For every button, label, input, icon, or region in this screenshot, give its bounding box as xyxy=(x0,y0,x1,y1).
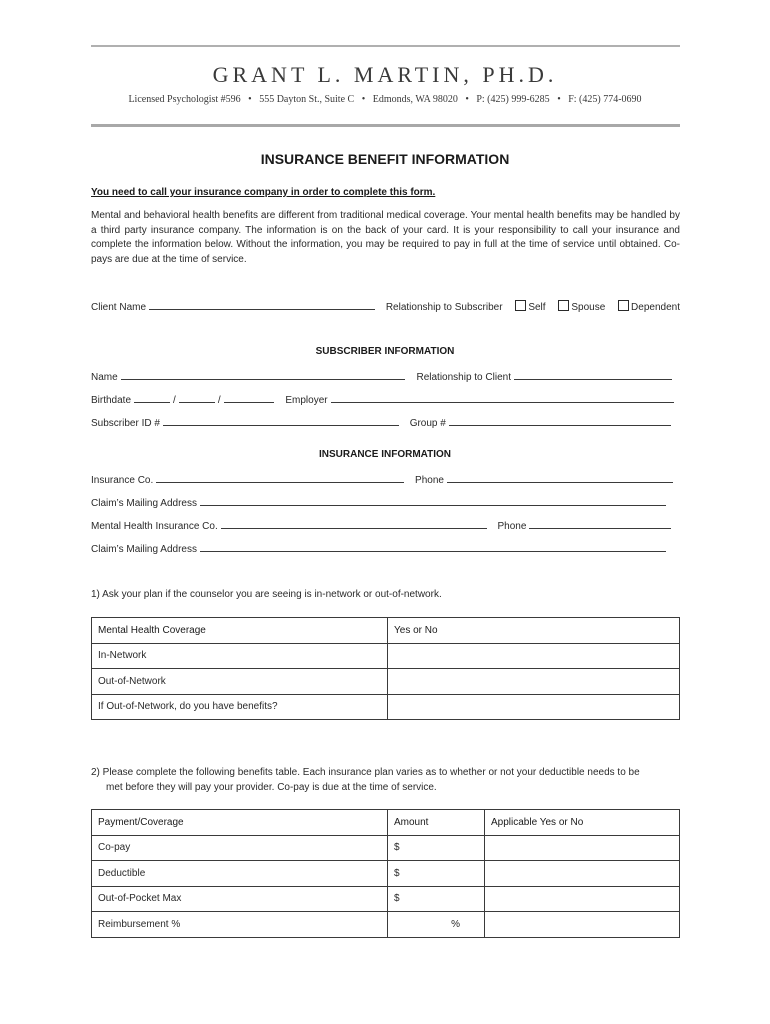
mh-claims-address-line xyxy=(91,542,669,555)
insurance-heading: INSURANCE INFORMATION xyxy=(318,449,452,460)
question-2-line-2: met before they will pay your provider. Co-pay is due at the time of service. xyxy=(106,781,437,793)
dependent-checkbox[interactable] xyxy=(618,300,629,311)
birthdate-line xyxy=(91,393,677,406)
table-row xyxy=(92,669,680,695)
table-row xyxy=(92,886,680,912)
subscriber-id-field[interactable] xyxy=(163,416,399,426)
subscriber-id-line xyxy=(91,416,674,429)
claims-address-label: Claim’s Mailing Address xyxy=(91,498,197,509)
applicable-cell[interactable] xyxy=(485,861,680,887)
client-name-field[interactable] xyxy=(149,300,375,310)
insurance-company-field[interactable] xyxy=(156,473,404,483)
spouse-option-label: Spouse xyxy=(571,302,606,313)
amount-cell[interactable]: % xyxy=(388,912,485,938)
amount-cell[interactable]: $ xyxy=(388,886,485,912)
column-header: Mental Health Coverage xyxy=(92,618,388,644)
question-2 xyxy=(91,766,680,795)
mh-company-label: Mental Health Insurance Co. xyxy=(91,521,218,532)
applicable-cell[interactable] xyxy=(485,886,680,912)
employer-field[interactable] xyxy=(331,393,674,403)
table-row xyxy=(92,694,680,720)
date-separator: / xyxy=(173,395,176,406)
birthdate-label: Birthdate xyxy=(91,395,132,406)
amount-cell[interactable]: $ xyxy=(388,861,485,887)
fax-number: F: (425) 774-0690 xyxy=(568,94,642,105)
mh-phone-field[interactable] xyxy=(529,519,671,529)
instruction-text: You need to call your insurance company in order to complete this form. xyxy=(91,187,436,198)
row-label: In-Network xyxy=(92,643,388,669)
table-row xyxy=(92,835,680,861)
insurance-company-label: Insurance Co. xyxy=(91,475,154,486)
group-field[interactable] xyxy=(449,416,671,426)
insurance-phone-label: Phone xyxy=(415,475,444,486)
bullet-separator: • xyxy=(248,94,252,105)
claims-address-field[interactable] xyxy=(200,496,666,506)
question-1: 1) Ask your plan if the counselor you are seeing is in-network or out-of-network. xyxy=(91,589,442,600)
mh-company-field[interactable] xyxy=(221,519,487,529)
dependent-option-label: Dependent xyxy=(631,302,680,313)
phone-number: P: (425) 999-6285 xyxy=(476,94,550,105)
amount-cell[interactable]: $ xyxy=(388,835,485,861)
table-row xyxy=(92,861,680,887)
table-row xyxy=(92,912,680,938)
subscriber-name-line xyxy=(91,370,675,383)
street-address: 555 Dayton St., Suite C xyxy=(259,94,355,105)
network-table xyxy=(91,617,680,720)
form-title: INSURANCE BENEFIT INFORMATION xyxy=(260,151,510,167)
subscriber-name-field[interactable] xyxy=(121,370,405,380)
row-label: Co-pay xyxy=(92,835,388,861)
relationship-to-client-label: Relationship to Client xyxy=(416,372,511,383)
row-label: Reimbursement % xyxy=(92,912,388,938)
relationship-label: Relationship to Subscriber xyxy=(385,302,503,313)
column-header: Payment/Coverage xyxy=(92,810,388,836)
self-checkbox[interactable] xyxy=(515,300,526,311)
mh-claims-address-label: Claim’s Mailing Address xyxy=(91,544,197,555)
benefits-table xyxy=(91,809,680,938)
row-label: Out-of-Network xyxy=(92,669,388,695)
letterhead-contact-line xyxy=(0,94,770,105)
top-rule xyxy=(91,45,680,47)
question-2-line-1: 2) Please complete the following benefits table. Each insurance plan varies as to whether or not your deductible needs to be xyxy=(91,767,640,778)
answer-cell[interactable] xyxy=(388,669,680,695)
practitioner-name: GRANT L. MARTIN, PH.D. xyxy=(212,62,558,87)
row-label: If Out-of-Network, do you have benefits? xyxy=(92,694,388,720)
client-name-label: Client Name xyxy=(91,302,147,313)
spouse-checkbox[interactable] xyxy=(558,300,569,311)
birth-year-field[interactable] xyxy=(224,393,274,403)
applicable-cell[interactable] xyxy=(485,912,680,938)
column-header: Applicable Yes or No xyxy=(485,810,680,836)
row-label: Out-of-Pocket Max xyxy=(92,886,388,912)
applicable-cell[interactable] xyxy=(485,835,680,861)
column-header: Amount xyxy=(388,810,485,836)
bottom-rule xyxy=(91,124,680,127)
mh-phone-label: Phone xyxy=(497,521,527,532)
client-line xyxy=(91,300,680,313)
subscriber-id-label: Subscriber ID # xyxy=(91,418,160,429)
answer-cell[interactable] xyxy=(388,694,680,720)
group-label: Group # xyxy=(409,418,446,429)
bullet-separator: • xyxy=(557,94,561,105)
insurance-phone-field[interactable] xyxy=(447,473,673,483)
bullet-separator: • xyxy=(465,94,469,105)
intro-paragraph: Mental and behavioral health benefits are different from traditional medical coverage. Your mental health benefits may be handled by a third party insurance company. The information is on the back of your card. It is your responsibility to call your insurance and complete the information below. Without the information, you may be required to pay in full at the time of service until obtained. Co-pays are due at the time of service. xyxy=(91,210,680,265)
date-separator: / xyxy=(217,395,221,406)
employer-label: Employer xyxy=(285,395,328,406)
self-option-label: Self xyxy=(528,302,546,313)
mh-company-line xyxy=(91,519,674,532)
column-header: Yes or No xyxy=(388,618,680,644)
birth-day-field[interactable] xyxy=(179,393,215,403)
subscriber-heading: SUBSCRIBER INFORMATION xyxy=(315,346,455,357)
city-state-zip: Edmonds, WA 98020 xyxy=(372,94,458,105)
birth-month-field[interactable] xyxy=(134,393,170,403)
answer-cell[interactable] xyxy=(388,643,680,669)
table-row xyxy=(92,643,680,669)
insurance-company-line xyxy=(91,473,676,486)
mh-claims-address-field[interactable] xyxy=(200,542,666,552)
bullet-separator: • xyxy=(361,94,366,105)
table-header-row xyxy=(92,810,680,836)
row-label: Deductible xyxy=(92,861,388,887)
license-number: Licensed Psychologist #596 xyxy=(128,94,241,105)
table-header-row xyxy=(92,618,680,644)
claims-address-line xyxy=(91,496,669,509)
subscriber-name-label: Name xyxy=(91,372,118,383)
relationship-to-client-field[interactable] xyxy=(514,370,672,380)
